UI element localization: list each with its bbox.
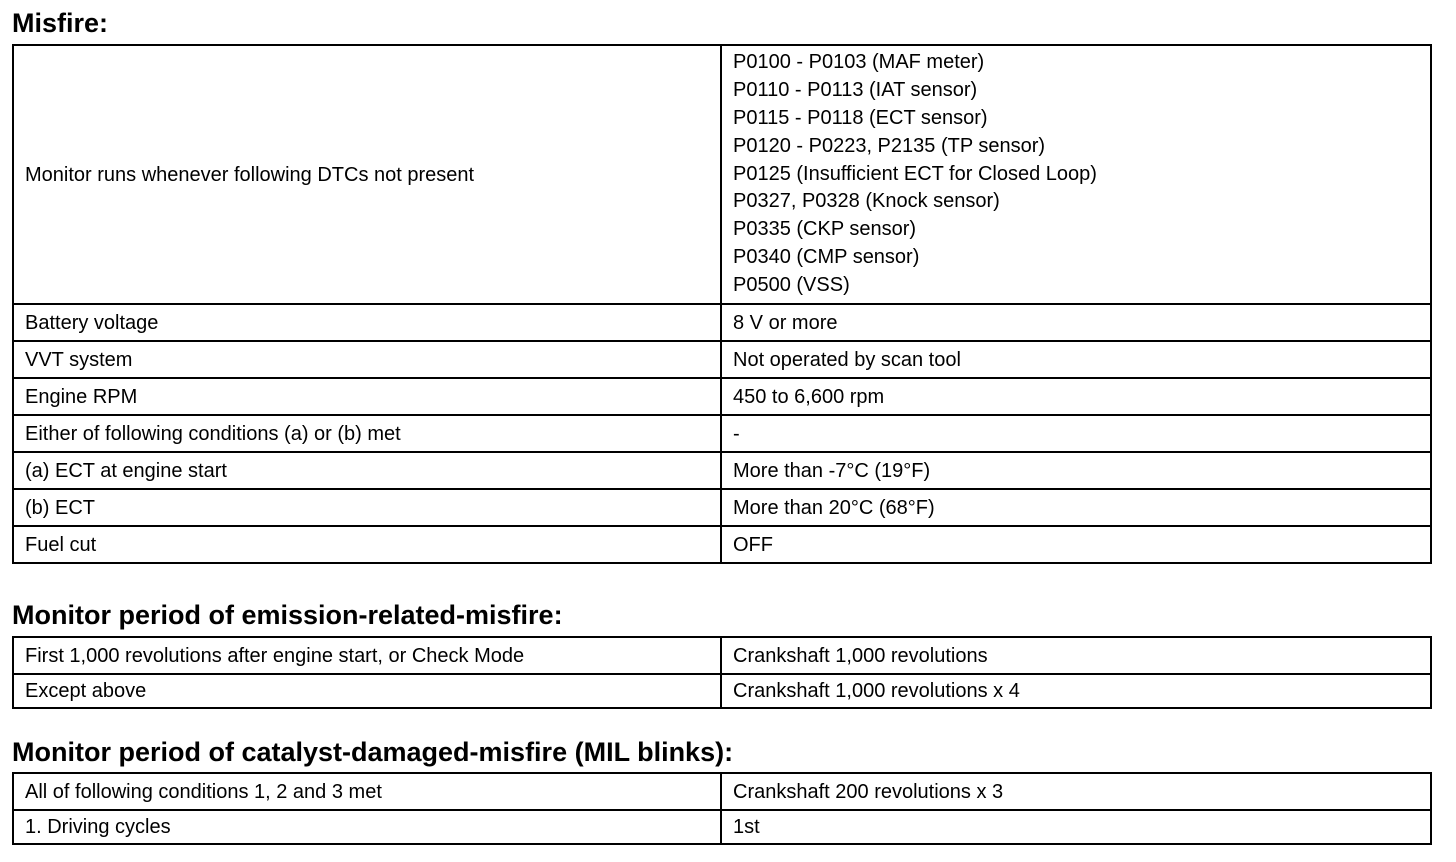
- condition-cell: 1. Driving cycles: [13, 810, 721, 844]
- catalyst-misfire-period-table: [12, 772, 1432, 845]
- table-row: [13, 773, 1431, 810]
- value-cell: 8 V or more: [721, 304, 1431, 341]
- dtc-item: P0340 (CMP sensor): [733, 245, 920, 268]
- condition-cell: Monitor runs whenever following DTCs not present: [13, 45, 721, 304]
- dtc-item: P0100 - P0103 (MAF meter): [733, 51, 985, 74]
- misfire-conditions-table: [12, 44, 1432, 564]
- dtc-item: P0110 - P0113 (IAT sensor): [733, 79, 978, 102]
- section-title-catalyst-misfire: Monitor period of catalyst-damaged-misfire (MIL blinks):: [12, 737, 734, 767]
- table-row: [13, 378, 1431, 415]
- table-row: [13, 304, 1431, 341]
- condition-cell: First 1,000 revolutions after engine start, or Check Mode: [13, 637, 721, 674]
- table-row: [13, 452, 1431, 489]
- emission-misfire-period-table: [12, 636, 1432, 709]
- condition-cell: Except above: [13, 674, 721, 708]
- dtc-item: P0125 (Insufficient ECT for Closed Loop): [733, 162, 1097, 185]
- condition-cell: All of following conditions 1, 2 and 3 met: [13, 773, 721, 810]
- condition-cell: Fuel cut: [13, 526, 721, 563]
- value-cell: 1st: [721, 810, 1431, 844]
- table-row: [13, 810, 1431, 844]
- condition-cell: VVT system: [13, 341, 721, 378]
- table-row: [13, 637, 1431, 674]
- dtc-item: P0120 - P0223, P2135 (TP sensor): [733, 134, 1046, 157]
- condition-cell: Either of following conditions (a) or (b) met: [13, 415, 721, 452]
- dtc-item: P0327, P0328 (Knock sensor): [733, 190, 1000, 213]
- value-cell: More than -7°C (19°F): [721, 452, 1431, 489]
- value-cell: OFF: [721, 526, 1431, 563]
- dtc-item: P0500 (VSS): [733, 273, 850, 296]
- table-row: [13, 674, 1431, 708]
- value-cell: More than 20°C (68°F): [721, 489, 1431, 526]
- dtc-item: P0115 - P0118 (ECT sensor): [733, 107, 988, 129]
- value-cell: -: [721, 415, 1431, 452]
- table-row: [13, 45, 1431, 304]
- table-row: [13, 415, 1431, 452]
- value-cell: Crankshaft 200 revolutions x 3: [721, 773, 1431, 810]
- table-row: [13, 489, 1431, 526]
- dtc-item: P0335 (CKP sensor): [733, 218, 917, 241]
- value-cell: Crankshaft 1,000 revolutions: [721, 637, 1431, 674]
- section-title-misfire: Misfire:: [12, 8, 109, 38]
- condition-cell: (a) ECT at engine start: [13, 452, 721, 489]
- section-title-emission-misfire: Monitor period of emission-related-misfire:: [12, 600, 563, 630]
- value-cell: 450 to 6,600 rpm: [721, 378, 1431, 415]
- value-cell: Crankshaft 1,000 revolutions x 4: [721, 674, 1431, 708]
- table-row: [13, 341, 1431, 378]
- dtc-list-cell: [721, 45, 1431, 304]
- value-cell: Not operated by scan tool: [721, 341, 1431, 378]
- condition-cell: (b) ECT: [13, 489, 721, 526]
- condition-cell: Engine RPM: [13, 378, 721, 415]
- table-row: [13, 526, 1431, 563]
- condition-cell: Battery voltage: [13, 304, 721, 341]
